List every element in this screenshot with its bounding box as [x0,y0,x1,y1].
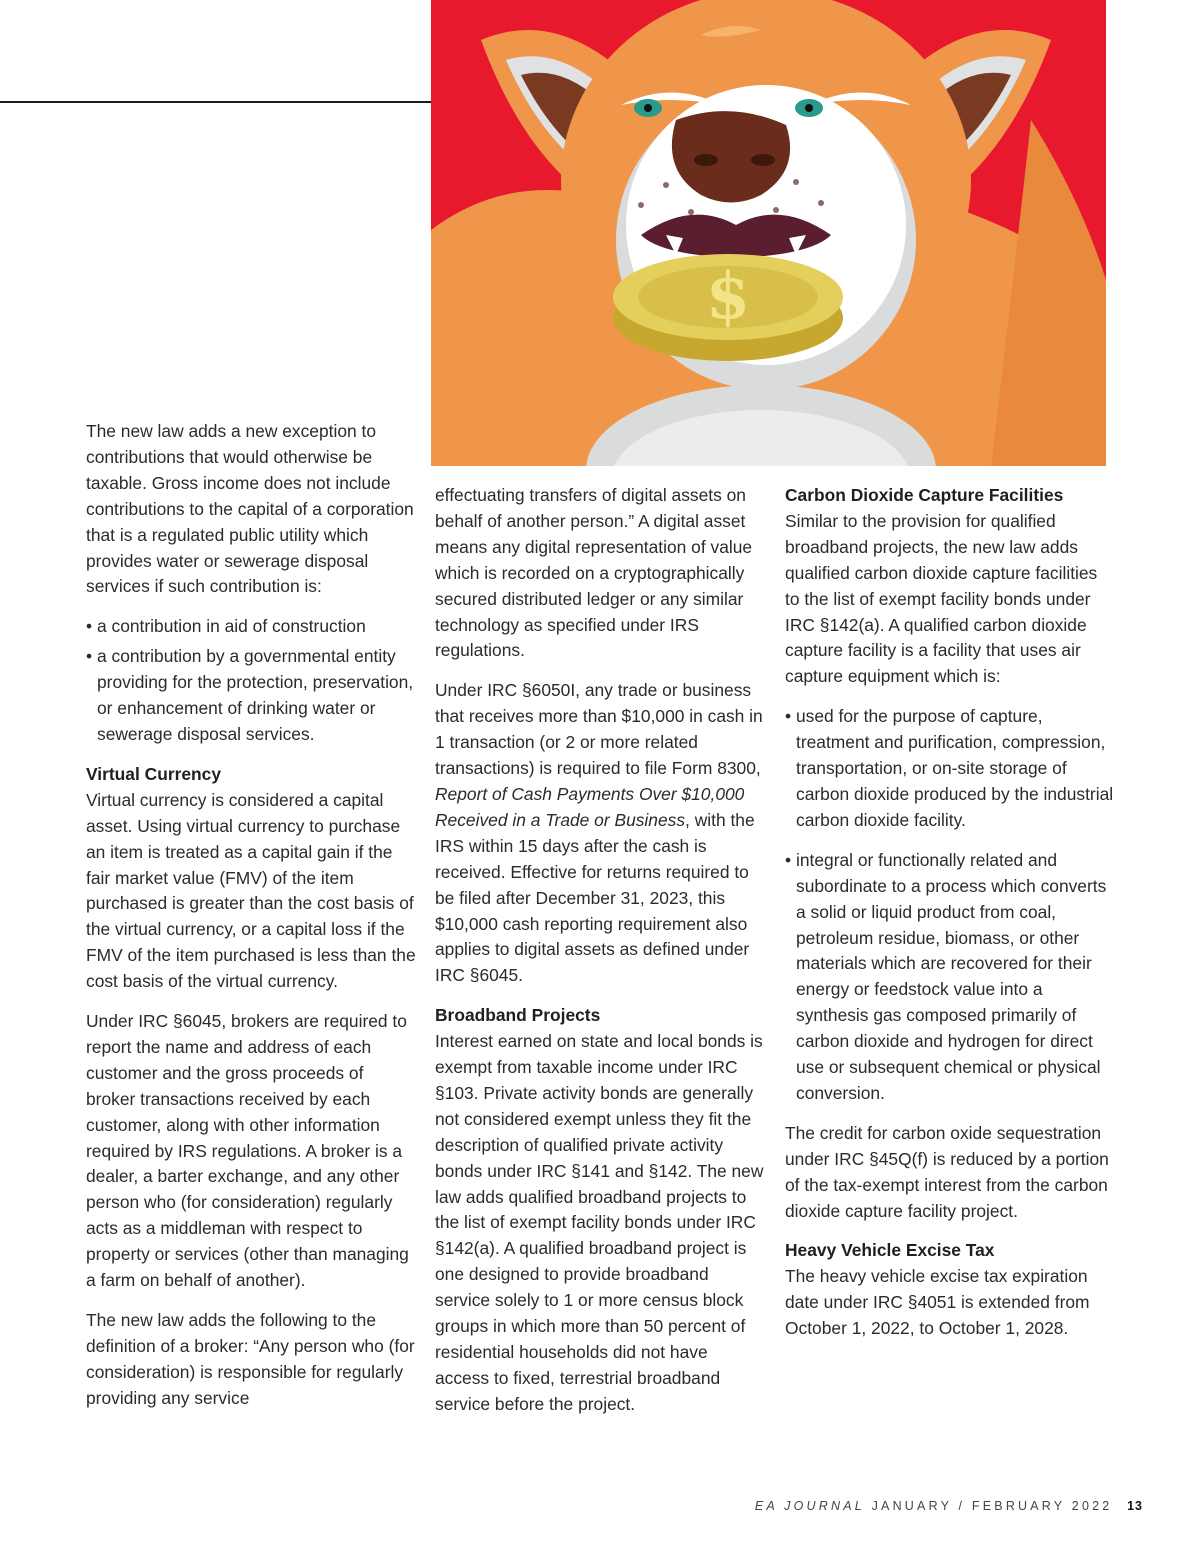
digital-asset-paragraph: effectuating transfers of digital assets on behalf of another person.” A digital asset means any digital representation of value which is recorded on a cryptographically secured distributed ledger or any similar technology as specified under IRS regulations. [435,485,753,661]
heading-broadband-projects: Broadband Projects [435,1005,601,1026]
broker-definition-paragraph: The new law adds the following to the definition of a broker: “Any person who (for consideration) is responsible for regularly providing any service [86,1310,415,1408]
column-left [86,419,416,1426]
column-right [785,483,1115,1356]
header-rule [0,101,431,103]
intro-paragraph: The new law adds a new exception to contributions that would otherwise be taxable. Gross income does not include contributions to the capital of a corporation that is a regulated public utility which provides water or sewerage disposal services if such contribution is: [86,421,414,597]
contribution-list [86,614,416,748]
heading-carbon-capture: Carbon Dioxide Capture Facilities [785,485,1064,505]
whisker-dot [638,202,644,208]
list-item: • a contribution by a governmental entity providing for the protection, preservation, or enhancement of drinking water or sewerage disposal services. [86,644,416,748]
form-8300-title: Report of Cash Payments Over $10,000 Received in a Trade or Business [435,783,745,830]
whisker-dot [818,200,824,206]
left-pupil [644,104,652,112]
dog-coin-illustration [431,0,1106,466]
broadband-paragraph: Interest earned on state and local bonds is exempt from taxable income under IRC §103. Private activity bonds are generally not considered exempt unless they fit the description of qualified private activity bonds under IRC §141 and §142. The new law adds qualified broadband projects to the list of exempt facility bonds under IRC §142(a). A qualified broadband project is one designed to provide broadband service solely to 1 or more census block groups in which more than 50 percent of residential households did not have access to fixed, terrestrial broadband service before the project. [435,1031,764,1414]
cash-reporting-text-a: Under IRC §6050I, any trade or business that receives more than $10,000 in cash in 1 transaction (or 2 or more related transactions) is required to file Form 8300, [435,680,763,779]
cash-reporting-text-b: , with the IRS within 15 days after the cash is received. Effective for returns required to be filed after December 31, 2023, this $10,000 cash reporting requirement also applies to digital assets as defined under IRC §6045. [435,809,755,986]
coin-dollar-symbol: $ [705,259,751,334]
heavy-vehicle-paragraph: The heavy vehicle excise tax expiration date under IRC §4051 is extended from October 1, 2022, to October 1, 2028. [785,1266,1090,1339]
whisker-dot [793,179,799,185]
carbon-credit-paragraph: The credit for carbon oxide sequestration under IRC §45Q(f) is reduced by a portion of the tax-exempt interest from the carbon dioxide capture facility project. [785,1122,1109,1221]
right-nostril [751,154,775,166]
page-footer [755,1499,1143,1513]
page-number: 13 [1127,1499,1143,1513]
whisker-dot [663,182,669,188]
virtual-currency-paragraph: Virtual currency is considered a capital asset. Using virtual currency to purchase an item is treated as a capital gain if the fair market value (FMV) of the item purchased is greater than the cost basis of the virtual currency, or a capital loss if the FMV of the item purchased is less than the cost basis of the virtual currency. [86,789,416,992]
list-item: • integral or functionally related and subordinate to a process which converts a solid or liquid product from coal, petroleum residue, biomass, or other materials which are recovered for their energy or feedstock value into a synthesis gas composed primarily of carbon dioxide and hydrogen for direct use or subsequent chemical or physical conversion. [785,848,1115,1107]
dog-coin-svg [431,0,1106,466]
list-item: • used for the purpose of capture, treatment and purification, compression, transportation, or on-site storage of carbon dioxide produced by the industrial carbon dioxide facility. [785,704,1115,834]
heading-virtual-currency: Virtual Currency [86,763,221,784]
cash-reporting-paragraph [435,678,765,989]
column-middle [435,483,765,1432]
magazine-name: EA JOURNAL [754,1499,865,1513]
issue-date: JANUARY / FEBRUARY 2022 [871,1499,1113,1513]
list-item: • a contribution in aid of construction [86,614,416,640]
carbon-capture-list [785,704,1115,1107]
carbon-capture-paragraph: Similar to the provision for qualified broadband projects, the new law adds qualified carbon dioxide capture facilities to the list of exempt facility bonds under IRC §142(a). A qualified carbon dioxide capture facility is a facility that uses air capture equipment which is: [785,510,1098,687]
broker-reporting-paragraph: Under IRC §6045, brokers are required to report the name and address of each customer and the gross proceeds of broker transactions received by each customer, along with other information required by IRS regulations. A broker is a dealer, a barter exchange, and any other person who (for consideration) regularly acts as a middleman with respect to property or services (other than managing a farm on behalf of another). [86,1011,409,1291]
left-nostril [694,154,718,166]
heading-heavy-vehicle: Heavy Vehicle Excise Tax [785,1240,995,1261]
right-pupil [805,104,813,112]
whisker-dot [688,209,694,215]
whisker-dot [773,207,779,213]
